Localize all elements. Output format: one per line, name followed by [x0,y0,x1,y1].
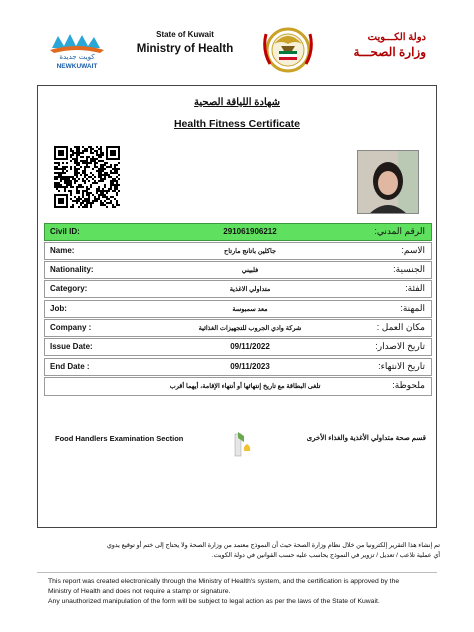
field-label-en: Category: [50,284,88,293]
ministry-label-en: Ministry of Health [136,43,234,55]
field-label-ar: ملحوظة: [392,380,425,390]
ministry-label-ar: وزارة الصحـــة [353,45,426,59]
field-value: متداولي الاغذية [229,286,271,293]
header-arabic [336,32,426,59]
field-label-en: Issue Date: [50,342,93,351]
field-label-ar: الرقم المدني: [374,226,425,236]
state-label-en: State of Kuwait [156,30,214,39]
field-label-en: Company : [50,323,92,332]
field-label-en: Job: [50,304,67,313]
holder-photo [357,150,419,214]
field-row-name [44,242,432,260]
field-value: 09/11/2023 [230,362,270,371]
field-value: شركة وادي الجروب للتجهيزات الغذائية [198,325,302,332]
field-value: جاكلين باتانج مارتاح [224,248,276,255]
field-value: 291061906212 [223,227,277,236]
food-section-logo [213,420,261,468]
field-row-nationality [44,261,432,279]
footer-note-ar-line: أي عملية تلاعب / تعديل / تزوير في النموذج يحاسب عليه حسب القوانين في دولة الكويت. [211,552,440,559]
field-label-ar: الاسم: [401,245,425,255]
field-value: 09/11/2022 [230,342,270,351]
kuwait-emblem-icon [262,24,314,74]
svg-text:كويت جديدة: كويت جديدة [59,53,95,61]
footer-note-en-line: Any unauthorized manipulation of the form will be subject to legal action as per the laws of the State of Kuwait. [48,598,380,605]
footer-note-ar-line: تم إنشاء هذا التقرير إلكترونيا من خلال نظام وزارة الصحة حيث أن النموذج معتمد من وزارة الصحة ولا يحتاج إلى ختم أو توقيع يدوي [106,542,440,549]
field-label-ar: تاريخ الاصدار: [375,341,425,351]
field-label-ar: تاريخ الانتهاء: [378,361,425,371]
field-label-ar: مكان العمل : [376,322,425,332]
field-label-en: Nationality: [50,265,94,274]
field-row-issue-date [44,338,432,356]
section-label-ar: قسم صحة متداولي الأغذية والغذاء الأخرى [306,435,426,442]
field-label-en: End Date : [50,362,90,371]
field-label-ar: المهنة: [400,303,425,313]
field-value: معد سمبوسة [232,306,268,313]
footer-divider [37,572,437,573]
field-row-end-date [44,358,432,376]
field-row-category [44,280,432,298]
field-label-ar: الجنسية: [393,264,425,274]
field-row-civil-id [44,223,432,241]
field-label-en: Civil ID: [50,227,80,236]
field-row-job [44,300,432,318]
footer-note-ar [70,541,440,561]
new-kuwait-logo [44,26,110,70]
field-label-en: Name: [50,246,75,255]
section-label-en: Food Handlers Examination Section [55,434,184,443]
state-label-ar: دولة الكـــويت [367,32,426,43]
footer-note-en [48,577,428,607]
certificate-title-ar: شهادة اللياقة الصحية [194,97,280,108]
field-value: فلبيني [241,267,259,274]
header-english [120,30,250,55]
footer-note-en-line: This report was created electronically through the Ministry of Health's system, and the certification is approved by the [48,578,400,585]
field-row-note [44,377,432,396]
field-label-ar: الفئة: [405,283,425,293]
field-row-company [44,319,432,337]
qr-code[interactable] [54,146,120,208]
certificate-title-en: Health Fitness Certificate [173,118,301,130]
footer-note-en-line: Ministry of Health and does not require a stamp or signature. [48,588,231,595]
field-value: تلغى البطاقة مع تاريخ إنتهائها أو أنتهاء الإقامة، أيهما أقرب [169,383,321,390]
svg-text:NEWKUWAIT: NEWKUWAIT [56,63,98,70]
